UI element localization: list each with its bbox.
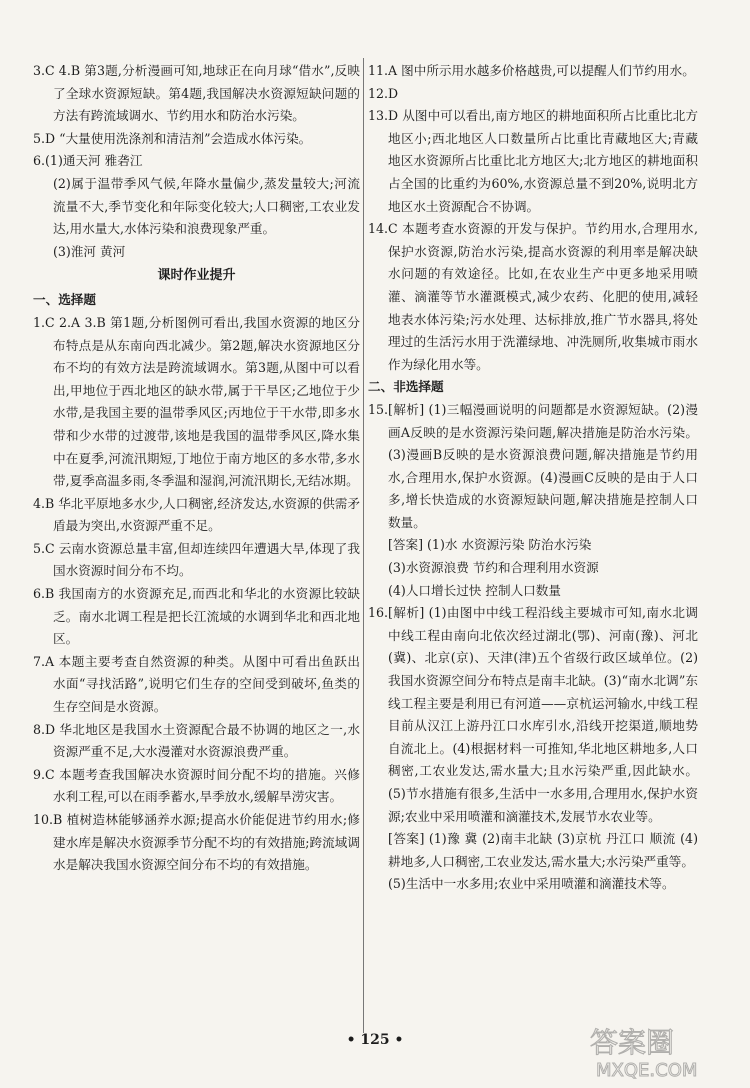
paragraph: 1.C 2.A 3.B 第1题,分析图例可看出,我国水资源的地区分布特点是从东南向西北减少。第2题,解决水资源地区分布不均的有效方法是跨流域调水。第3题,从图中可以看出,甲地位于西北地区的缺水带,属于干旱区;乙地位于少水带,是我国主要的温带季风区;丙地位于干水带,即多水带和少水带的过渡带,该地是我国的温带季风区,降水集中在夏季,河流汛期短,丁地位于南方地区的多水带,多水带,夏季高温多雨,冬季温和湿润,河流汛期长,无结冰期。 — [33, 314, 360, 489]
section-heading: 二、非选择题 — [368, 379, 444, 395]
paragraph: 16.[解析] (1)由图中中线工程沿线主要城市可知,南水北调中线工程由南向北依次经过湖北(鄂)、河南(豫)、河北(冀)、北京(京)、天津(津)五个省级行政区域单位。(2)我国水资源空间分布特点是南丰北缺。(3)“南水北调”东线工程主要是利用已有河道——京杭运河输水,中线工程目前从汉江上游丹江口水库引水,沿线开挖渠道,顺地势自流北上。(4)根据材料一可推知,华北地区耕地多,人口稠密,工农业发达,需水量大;且水污染严重,因此缺水。(5)节水措施有很多,生活中一水多用,合理用水,保护水资源;农业中采用喷灌和滴灌技术,发展节水农业等。 — [368, 605, 698, 824]
paragraph: [答案] (1)豫 冀 (2)南丰北缺 (3)京杭 丹江口 顺流 (4)耕地多,人口稠密,工农业发达,需水量大;水污染严重等。 — [388, 831, 698, 869]
right-column — [368, 60, 698, 896]
paragraph: (3)水资源浪费 节约和合理利用水资源 — [388, 560, 599, 576]
paragraph: 11.A 图中所示用水越多价格越贵,可以提醒人们节约用水。 — [368, 63, 695, 78]
paragraph: 6.(1)通天河 雅砻江 — [33, 153, 143, 169]
left-column — [33, 60, 360, 877]
section-heading: 一、选择题 — [33, 292, 96, 308]
paragraph: 7.A 本题主要考查自然资源的种类。从图中可看出鱼跃出水面“寻找活路”,说明它们生存的空间受到破坏,鱼类的生存空间是水资源。 — [33, 653, 360, 715]
watermark-sub-text: MXQE.COM — [596, 1060, 698, 1081]
paragraph: (5)生活中一水多用;农业中采用喷灌和滴灌技术等。 — [388, 876, 675, 892]
page-number: • 125 • — [346, 1032, 404, 1048]
paragraph: 8.D 华北地区是我国水土资源配合最不协调的地区之一,水资源严重不足,大水漫灌对水资源浪费严重。 — [33, 721, 360, 760]
paragraph: 4.B 华北平原地多水少,人口稠密,经济发达,水资源的供需矛盾最为突出,水资源严重不足。 — [33, 495, 360, 534]
paragraph: 15.[解析] (1)三幅漫画说明的问题都是水资源短缺。(2)漫画A反映的是水资源污染问题,解决措施是防治水污染。(3)漫画B反映的是水资源浪费问题,解决措施是节约用水,合理用水,保护水资源。(4)漫画C反映的是由于人口多,增长快造成的水资源短缺问题,解决措施是控制人口数量。 — [368, 401, 698, 530]
paragraph: (3)淮河 黄河 — [53, 243, 126, 259]
watermark-main-text: 答案圈 — [590, 1026, 675, 1059]
paragraph: (4)人口增长过快 控制人口数量 — [388, 582, 561, 598]
paragraph: (2)属于温带季风气候,年降水量偏少,蒸发量较大;河流流量不大,季节变化和年际变化较大;人口稠密,工农业发达,用水量大,水体污染和浪费现象严重。 — [53, 175, 360, 237]
paragraph: 5.D “大量使用洗涤剂和清洁剂”会造成水体污染。 — [33, 130, 312, 146]
section-heading: 课时作业提升 — [157, 268, 236, 284]
paragraph: 14.C 本题考查水资源的开发与保护。节约用水,合理用水,保护水资源,防治水污染,提高水资源的利用率是解决缺水问题的有效途径。比如,在农业生产中更多地采用喷灌、滴灌等节水灌溉模式,减少农药、化肥的使用,减轻地表水体污染;污水处理、达标排放,推广节水器具,将处理过的生活污水用于洗灌绿地、冲洗厕所,收集城市雨水作为绿化用水等。 — [368, 221, 698, 372]
paragraph: 12.D — [368, 85, 399, 101]
paragraph: 9.C 本题考查我国解决水资源时间分配不均的措施。兴修水利工程,可以在雨季蓄水,旱季放水,缓解旱涝灾害。 — [33, 766, 360, 805]
paragraph: 3.C 4.B 第3题,分析漫画可知,地球正在向月球“借水”,反映了全球水资源短缺。第4题,我国解决水资源短缺问题的方法有跨流域调水、节约用水和防治水污染。 — [33, 63, 360, 124]
paragraph: 10.B 植树造林能够涵养水源;提高水价能促进节约用水;修建水库是解决水资源季节分配不均的有效措施;跨流域调水是解决我国水资源空间分布不均的有效措施。 — [33, 812, 360, 873]
paragraph: 13.D 从图中可以看出,南方地区的耕地面积所占比重比北方地区小;西北地区人口数量所占比重比青藏地区大;青藏地区水资源所占比重比北方地区大;北方地区的耕地面积占全国的比重约为60%,水资源总量不到20%,说明北方地区水土资源配合不协调。 — [368, 108, 698, 214]
paragraph: [答案] (1)水 水资源污染 防治水污染 — [388, 537, 592, 553]
paragraph: 5.C 云南水资源总量丰富,但却连续四年遭遇大旱,体现了我国水资源时间分布不均。 — [33, 540, 360, 579]
column-divider — [363, 58, 364, 1033]
watermark-logo — [582, 1022, 742, 1082]
paragraph: 6.B 我国南方的水资源充足,而西北和华北的水资源比较缺乏。南水北调工程是把长江流域的水调到华北和西北地区。 — [33, 586, 360, 647]
